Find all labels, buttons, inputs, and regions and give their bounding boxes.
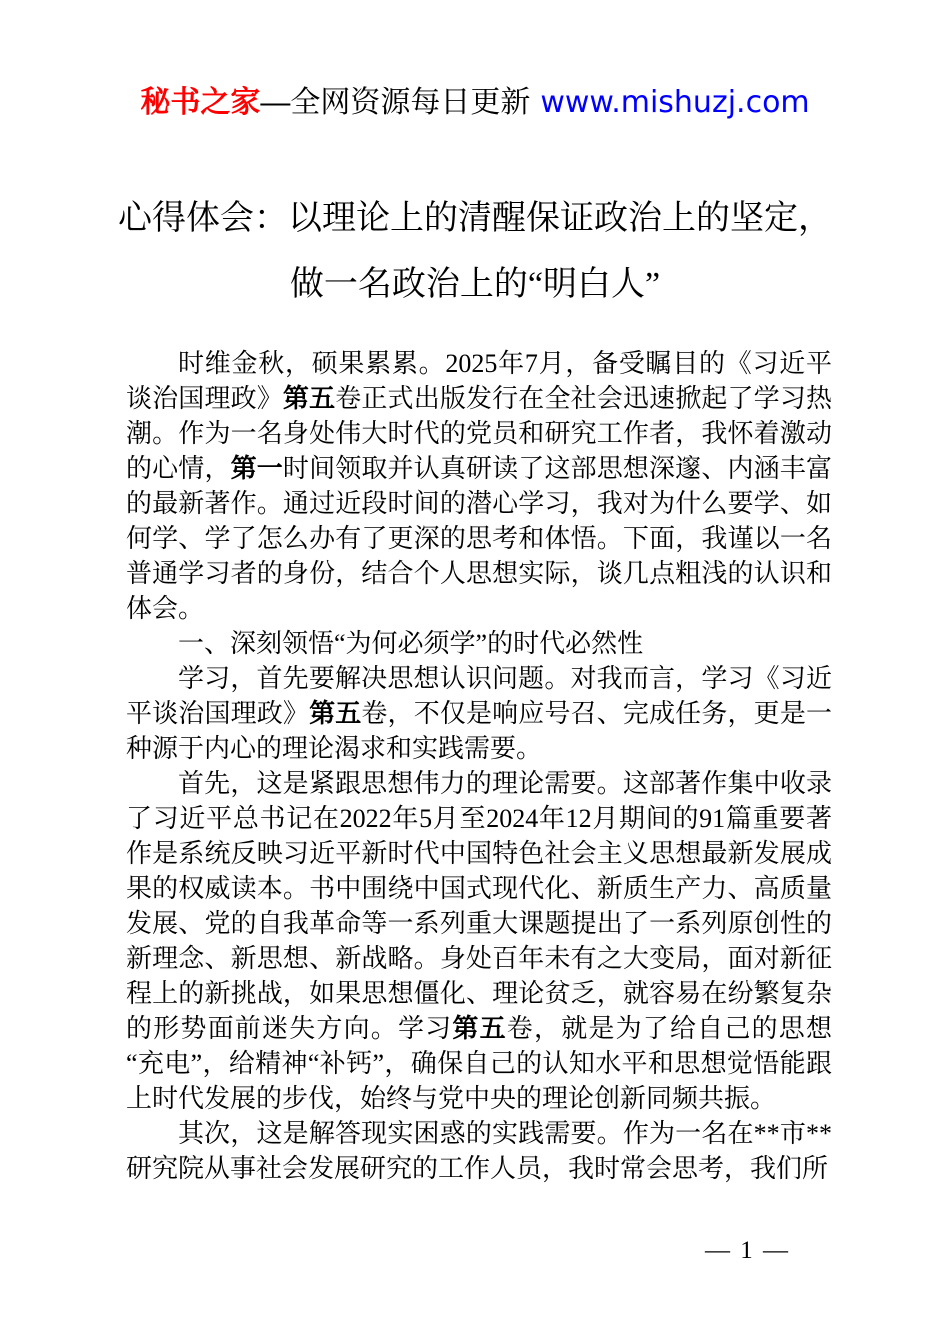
paragraph-intro (126, 346, 832, 626)
bold-text-run: 第五 (309, 699, 362, 728)
page-header (0, 83, 950, 123)
text-run: 学习，首先要解决思想认识问题。对我而言，学习《习近平谈治国理政》 (126, 664, 832, 728)
bold-text-run: 第五 (452, 1014, 507, 1043)
text-run: 其次，这是解答现实困惑的实践需要。作为一名在**市**研究院从事社会发展研究的工作人员，我时常会思考，我们所 (126, 1119, 832, 1183)
paragraph-second-point (126, 1116, 832, 1186)
text-run: 卷，不仅是响应号召、完成任务，更是一种源于内心的理论渴求和实践需要。 (126, 699, 832, 763)
text-run: 卷，就是为了给自己的思想“充电”，给精神“补钙”，确保自己的认知水平和思想觉悟能跟上时代发展的步伐，始终与党中央的理论创新同频共振。 (126, 1014, 832, 1113)
paragraph-section1-lead (126, 661, 832, 766)
header-separator: — (260, 86, 291, 119)
document-body (126, 346, 832, 1186)
text-run: 首先，这是紧跟思想伟力的理论需要。这部著作集中收录了习近平总书记在2022年5月至2024年12月期间的91篇重要著作是系统反映习近平新时代中国特色社会主义思想最新发展成果的权威读本。书中围绕中国式现代化、新质生产力、高质量发展、党的自我革命等一系列重大课题提出了一系列原创性的新理念、新思想、新战略。身处百年未有之大变局，面对新征程上的新挑战，如果思想僵化、理论贫乏，就容易在纷繁复杂的形势面前迷失方向。学习 (126, 769, 832, 1043)
bold-text-run: 第五 (282, 384, 336, 413)
paragraph-first-point (126, 766, 832, 1116)
document-title-line-1: 心得体会：以理论上的清醒保证政治上的坚定， (118, 200, 832, 237)
section-heading-1 (126, 626, 832, 661)
text-run: 时间领取并认真研读了这部思想深邃、内涵丰富的最新著作。通过近段时间的潜心学习，我对为什么要学、如何学、学了怎么办有了更深的思考和体悟。下面，我谨以一名普通学习者的身份，结合个人思想实际，谈几点粗浅的认识和体会。 (126, 454, 832, 623)
header-tagline: 全网资源每日更新 (290, 86, 531, 119)
site-url-link[interactable]: www.mishuzj.com (540, 85, 810, 120)
document-title-line-2: 做一名政治上的“明白人” (289, 266, 661, 303)
text-run: 一、深刻领悟“为何必须学”的时代必然性 (178, 629, 644, 658)
bold-text-run: 第一 (230, 454, 283, 483)
text-run: 卷正式出版发行在全社会迅速掀起了学习热潮。作为一名身处伟大时代的党员和研究工作者，我怀着激动的心情， (126, 384, 832, 483)
document-title (0, 186, 950, 318)
text-run: 时维金秋，硕果累累。2025年7月，备受瞩目的《习近平谈治国理政》 (126, 349, 832, 413)
page-number: — 1 — (705, 1237, 790, 1264)
page-footer (705, 1236, 790, 1266)
site-name: 秘书之家 (140, 86, 261, 119)
